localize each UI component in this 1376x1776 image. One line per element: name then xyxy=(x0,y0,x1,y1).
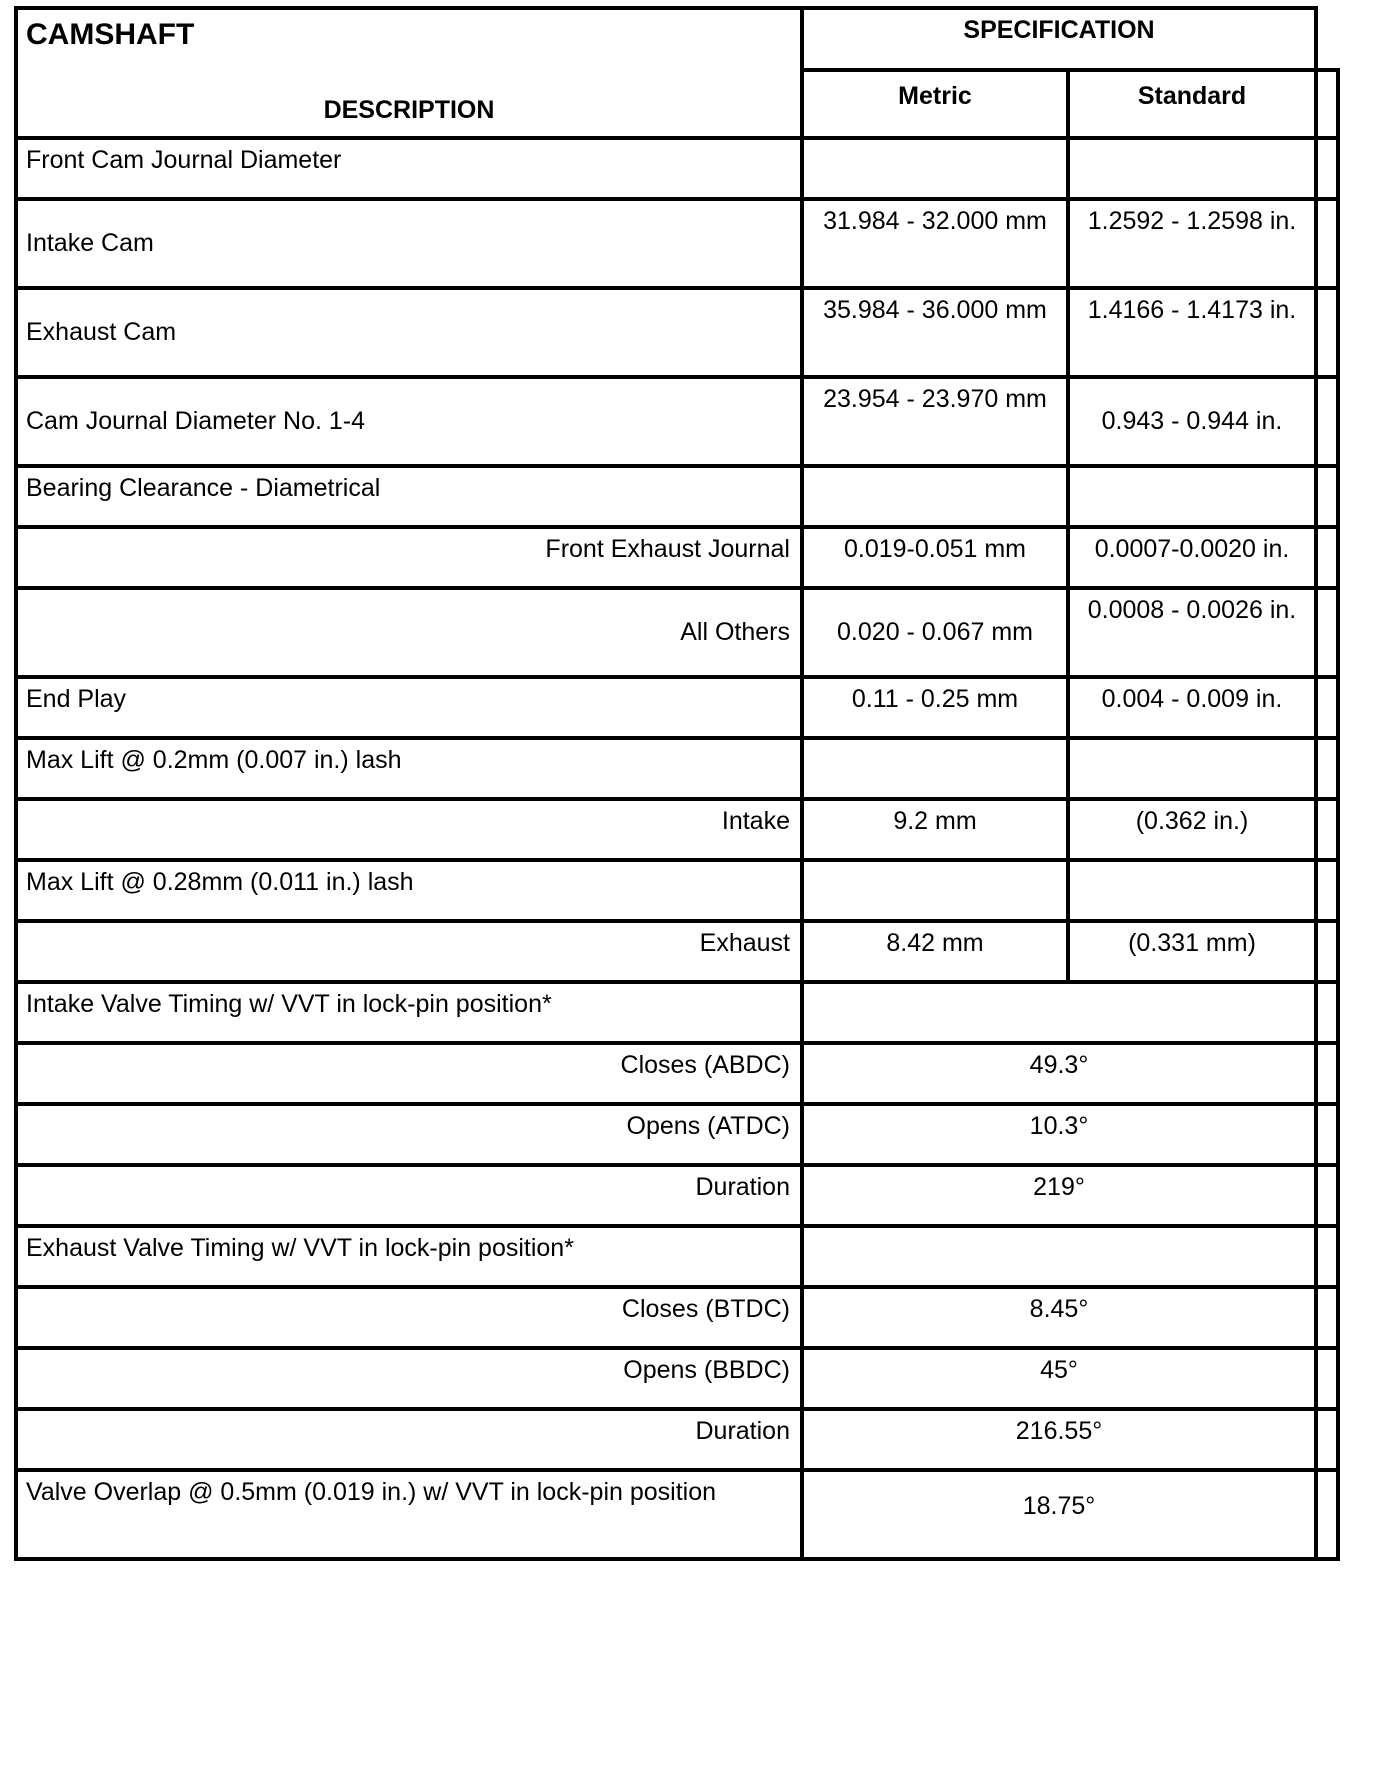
edge-cell xyxy=(1316,70,1338,138)
row-metric: 0.020 - 0.067 mm xyxy=(802,588,1068,677)
row-standard xyxy=(1068,860,1316,921)
row-standard: 1.4166 - 1.4173 in. xyxy=(1068,288,1316,377)
row-metric: 31.984 - 32.000 mm xyxy=(802,199,1068,288)
specification-header: SPECIFICATION xyxy=(802,8,1316,70)
table-row xyxy=(16,1226,1338,1287)
edge-cell xyxy=(1316,466,1338,527)
row-description: Exhaust xyxy=(16,921,802,982)
edge-cell xyxy=(1316,138,1338,199)
table-row xyxy=(16,588,1338,677)
row-standard: (0.331 mm) xyxy=(1068,921,1316,982)
row-value: 8.45° xyxy=(802,1287,1316,1348)
edge-cell xyxy=(1316,288,1338,377)
edge-cell xyxy=(1316,860,1338,921)
row-value: 10.3° xyxy=(802,1104,1316,1165)
metric-header: Metric xyxy=(802,70,1068,138)
edge-cell xyxy=(1316,377,1338,466)
table-row xyxy=(16,921,1338,982)
row-metric: 0.11 - 0.25 mm xyxy=(802,677,1068,738)
edge-cell xyxy=(1316,738,1338,799)
row-description: Cam Journal Diameter No. 1-4 xyxy=(16,377,802,466)
row-description: Intake Valve Timing w/ VVT in lock-pin position* xyxy=(16,982,802,1043)
standard-header: Standard xyxy=(1068,70,1316,138)
row-description: Exhaust Valve Timing w/ VVT in lock-pin position* xyxy=(16,1226,802,1287)
description-header: DESCRIPTION xyxy=(16,70,802,138)
row-description: Closes (ABDC) xyxy=(16,1043,802,1104)
row-value: 49.3° xyxy=(802,1043,1316,1104)
row-metric xyxy=(802,466,1068,527)
edge-cell xyxy=(1316,677,1338,738)
edge-cell xyxy=(1316,1226,1338,1287)
row-value xyxy=(802,1226,1316,1287)
edge-cell xyxy=(1316,199,1338,288)
row-metric xyxy=(802,138,1068,199)
row-standard: 0.943 - 0.944 in. xyxy=(1068,377,1316,466)
row-description: Bearing Clearance - Diametrical xyxy=(16,466,802,527)
row-standard: (0.362 in.) xyxy=(1068,799,1316,860)
edge-cell xyxy=(1316,8,1338,70)
table-row xyxy=(16,466,1338,527)
row-standard: 0.0008 - 0.0026 in. xyxy=(1068,588,1316,677)
row-description: Valve Overlap @ 0.5mm (0.019 in.) w/ VVT in lock-pin position xyxy=(16,1470,802,1559)
row-description: Intake Cam xyxy=(16,199,802,288)
edge-cell xyxy=(1316,1287,1338,1348)
row-standard xyxy=(1068,466,1316,527)
row-description: Duration xyxy=(16,1409,802,1470)
camshaft-spec-sheet xyxy=(14,6,1350,1770)
table-row xyxy=(16,1043,1338,1104)
table-row xyxy=(16,377,1338,466)
table-row xyxy=(16,1470,1338,1559)
table-row xyxy=(16,288,1338,377)
row-description: Front Cam Journal Diameter xyxy=(16,138,802,199)
row-value: 216.55° xyxy=(802,1409,1316,1470)
table-row xyxy=(16,982,1338,1043)
edge-cell xyxy=(1316,799,1338,860)
row-description: Closes (BTDC) xyxy=(16,1287,802,1348)
row-metric: 23.954 - 23.970 mm xyxy=(802,377,1068,466)
row-description: Max Lift @ 0.2mm (0.007 in.) lash xyxy=(16,738,802,799)
row-metric: 35.984 - 36.000 mm xyxy=(802,288,1068,377)
row-standard: 0.0007-0.0020 in. xyxy=(1068,527,1316,588)
table-row xyxy=(16,527,1338,588)
table-row xyxy=(16,1409,1338,1470)
row-value: 219° xyxy=(802,1165,1316,1226)
row-value: 45° xyxy=(802,1348,1316,1409)
table-row xyxy=(16,1104,1338,1165)
table-row xyxy=(16,860,1338,921)
edge-cell xyxy=(1316,588,1338,677)
table-title: CAMSHAFT xyxy=(16,8,802,70)
row-metric: 0.019-0.051 mm xyxy=(802,527,1068,588)
table-row xyxy=(16,738,1338,799)
edge-cell xyxy=(1316,982,1338,1043)
row-description: End Play xyxy=(16,677,802,738)
table-row xyxy=(16,1165,1338,1226)
edge-cell xyxy=(1316,921,1338,982)
row-standard: 0.004 - 0.009 in. xyxy=(1068,677,1316,738)
edge-cell xyxy=(1316,1470,1338,1559)
header-row-bottom xyxy=(16,70,1338,138)
row-description: All Others xyxy=(16,588,802,677)
row-description: Intake xyxy=(16,799,802,860)
header-row-top xyxy=(16,8,1338,70)
table-row xyxy=(16,1348,1338,1409)
row-description: Opens (ATDC) xyxy=(16,1104,802,1165)
row-standard xyxy=(1068,138,1316,199)
edge-cell xyxy=(1316,1348,1338,1409)
table-row xyxy=(16,1287,1338,1348)
row-standard: 1.2592 - 1.2598 in. xyxy=(1068,199,1316,288)
table-row xyxy=(16,138,1338,199)
row-value xyxy=(802,982,1316,1043)
row-description: Exhaust Cam xyxy=(16,288,802,377)
edge-cell xyxy=(1316,1043,1338,1104)
table-row xyxy=(16,799,1338,860)
edge-cell xyxy=(1316,1165,1338,1226)
row-metric xyxy=(802,860,1068,921)
edge-cell xyxy=(1316,1409,1338,1470)
row-value: 18.75° xyxy=(802,1470,1316,1559)
row-description: Opens (BBDC) xyxy=(16,1348,802,1409)
edge-cell xyxy=(1316,527,1338,588)
row-description: Duration xyxy=(16,1165,802,1226)
table-row xyxy=(16,677,1338,738)
row-metric xyxy=(802,738,1068,799)
edge-cell xyxy=(1316,1104,1338,1165)
table-row xyxy=(16,199,1338,288)
row-standard xyxy=(1068,738,1316,799)
row-metric: 8.42 mm xyxy=(802,921,1068,982)
row-metric: 9.2 mm xyxy=(802,799,1068,860)
camshaft-spec-table xyxy=(14,6,1340,1561)
row-description: Front Exhaust Journal xyxy=(16,527,802,588)
row-description: Max Lift @ 0.28mm (0.011 in.) lash xyxy=(16,860,802,921)
